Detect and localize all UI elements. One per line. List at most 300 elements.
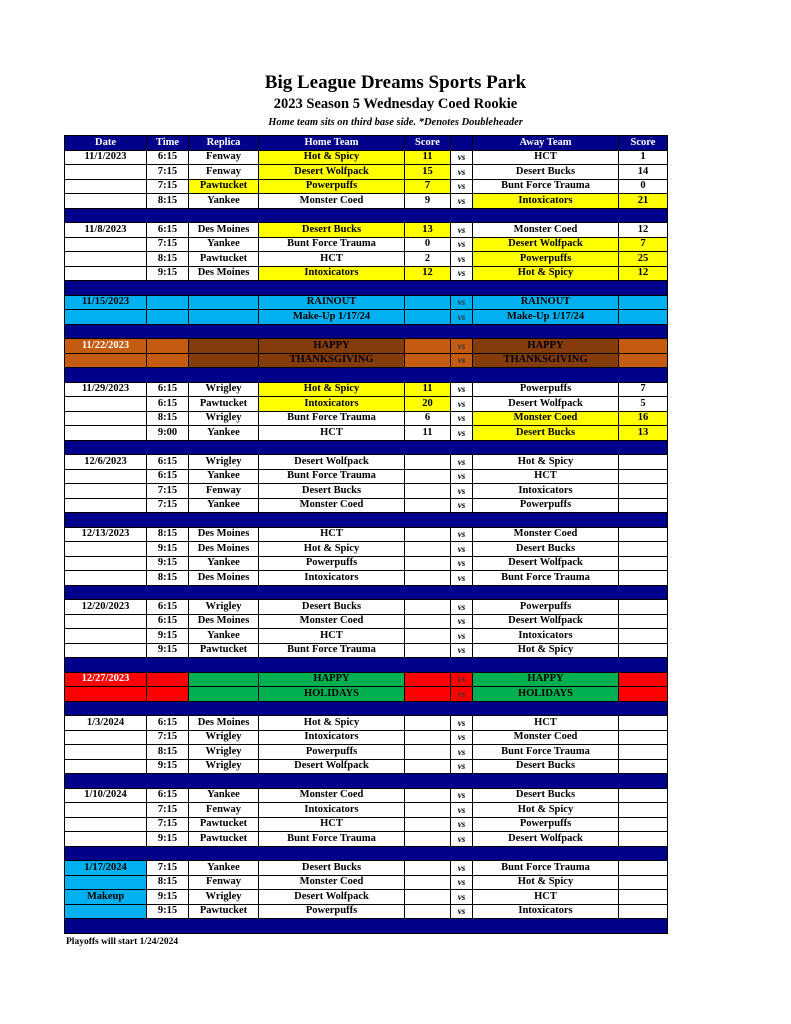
game-time: 8:15	[147, 194, 189, 209]
vs-label: vs	[451, 426, 473, 441]
game-replica: Des Moines	[189, 223, 259, 238]
game-time: 9:15	[147, 643, 189, 658]
special-home-score	[405, 310, 451, 325]
home-score	[405, 716, 451, 731]
special-home-score	[405, 672, 451, 687]
home-score	[405, 890, 451, 905]
away-score: 5	[619, 397, 668, 412]
game-replica: Yankee	[189, 556, 259, 571]
special-date: 11/15/2023	[65, 295, 147, 310]
home-team: Intoxicators	[259, 397, 405, 412]
game-time: 6:15	[147, 469, 189, 484]
game-replica: Yankee	[189, 237, 259, 252]
game-row	[65, 556, 668, 571]
home-team: Bunt Force Trauma	[259, 643, 405, 658]
game-replica: Yankee	[189, 788, 259, 803]
home-score	[405, 730, 451, 745]
away-score: 16	[619, 411, 668, 426]
home-score	[405, 455, 451, 470]
page-subtitle: 2023 Season 5 Wednesday Coed Rookie	[273, 96, 518, 112]
home-team: Hot & Spicy	[259, 382, 405, 397]
vs-label: vs	[451, 310, 473, 325]
away-score	[619, 614, 668, 629]
home-score	[405, 556, 451, 571]
week-separator	[65, 208, 668, 223]
game-row	[65, 788, 668, 803]
page-title: Big League Dreams Sports Park	[264, 72, 527, 93]
game-replica: Yankee	[189, 426, 259, 441]
week-separator	[65, 440, 668, 455]
home-score: 11	[405, 150, 451, 165]
game-replica: Wrigley	[189, 730, 259, 745]
vs-label: vs	[451, 179, 473, 194]
away-team: Desert Wolfpack	[473, 397, 619, 412]
game-time: 6:15	[147, 150, 189, 165]
vs-label: vs	[451, 875, 473, 890]
home-team: Bunt Force Trauma	[259, 832, 405, 847]
game-replica: Des Moines	[189, 527, 259, 542]
game-date: 12/20/2023	[65, 600, 147, 615]
separator-bar	[65, 774, 668, 789]
game-row	[65, 614, 668, 629]
game-time: 6:15	[147, 716, 189, 731]
special-time	[147, 295, 189, 310]
game-date	[65, 556, 147, 571]
away-team: Monster Coed	[473, 411, 619, 426]
away-team: Hot & Spicy	[473, 455, 619, 470]
game-replica: Pawtucket	[189, 817, 259, 832]
away-score	[619, 832, 668, 847]
special-away-score	[619, 339, 668, 354]
special-row	[65, 339, 668, 354]
away-score	[619, 643, 668, 658]
home-score	[405, 817, 451, 832]
home-team: Monster Coed	[259, 498, 405, 513]
vs-label: vs	[451, 629, 473, 644]
game-row	[65, 527, 668, 542]
home-team: Monster Coed	[259, 194, 405, 209]
away-team: Bunt Force Trauma	[473, 571, 619, 586]
special-time	[147, 687, 189, 702]
home-score	[405, 759, 451, 774]
away-team: Hot & Spicy	[473, 803, 619, 818]
away-team: Desert Bucks	[473, 165, 619, 180]
game-time: 6:15	[147, 600, 189, 615]
away-team: Desert Wolfpack	[473, 832, 619, 847]
game-date	[65, 484, 147, 499]
game-date: 11/29/2023	[65, 382, 147, 397]
game-time: 8:15	[147, 571, 189, 586]
home-score	[405, 498, 451, 513]
special-home-score	[405, 687, 451, 702]
home-score	[405, 875, 451, 890]
vs-label: vs	[451, 556, 473, 571]
game-replica: Des Moines	[189, 571, 259, 586]
game-replica: Des Moines	[189, 542, 259, 557]
game-replica: Yankee	[189, 629, 259, 644]
game-row	[65, 890, 668, 905]
away-team: Powerpuffs	[473, 382, 619, 397]
away-team: HCT	[473, 469, 619, 484]
game-replica: Fenway	[189, 165, 259, 180]
game-row	[65, 542, 668, 557]
week-separator	[65, 846, 668, 861]
away-team: Monster Coed	[473, 527, 619, 542]
home-team: Hot & Spicy	[259, 716, 405, 731]
away-team: Intoxicators	[473, 484, 619, 499]
home-score: 20	[405, 397, 451, 412]
game-replica: Wrigley	[189, 455, 259, 470]
vs-label: vs	[451, 194, 473, 209]
game-replica: Yankee	[189, 194, 259, 209]
home-team: Intoxicators	[259, 266, 405, 281]
separator-bar	[65, 440, 668, 455]
home-score	[405, 643, 451, 658]
away-team: HCT	[473, 150, 619, 165]
game-row	[65, 179, 668, 194]
home-score: 2	[405, 252, 451, 267]
game-row	[65, 643, 668, 658]
home-team: HCT	[259, 426, 405, 441]
game-time: 7:15	[147, 237, 189, 252]
week-separator	[65, 281, 668, 296]
away-team: Monster Coed	[473, 730, 619, 745]
game-time: 9:15	[147, 556, 189, 571]
vs-label: vs	[451, 165, 473, 180]
special-replica	[189, 339, 259, 354]
game-date	[65, 426, 147, 441]
home-team: Desert Wolfpack	[259, 165, 405, 180]
special-time	[147, 672, 189, 687]
game-date	[65, 745, 147, 760]
week-separator	[65, 585, 668, 600]
home-team: Desert Bucks	[259, 484, 405, 499]
vs-label: vs	[451, 745, 473, 760]
game-replica: Yankee	[189, 861, 259, 876]
game-row	[65, 861, 668, 876]
special-away-text: Make-Up 1/17/24	[473, 310, 619, 325]
game-row	[65, 875, 668, 890]
home-team: Desert Bucks	[259, 861, 405, 876]
away-score	[619, 542, 668, 557]
week-separator	[65, 919, 668, 934]
home-score	[405, 745, 451, 760]
vs-label: vs	[451, 687, 473, 702]
special-home-text: HOLIDAYS	[259, 687, 405, 702]
away-team: Desert Bucks	[473, 788, 619, 803]
home-score	[405, 803, 451, 818]
special-home-text: Make-Up 1/17/24	[259, 310, 405, 325]
special-replica	[189, 353, 259, 368]
away-team: Desert Bucks	[473, 542, 619, 557]
home-team: HCT	[259, 252, 405, 267]
game-replica: Fenway	[189, 875, 259, 890]
vs-label: vs	[451, 759, 473, 774]
home-score: 11	[405, 382, 451, 397]
away-score	[619, 629, 668, 644]
vs-label: vs	[451, 614, 473, 629]
home-team: Desert Wolfpack	[259, 455, 405, 470]
game-date	[65, 904, 147, 919]
game-row	[65, 904, 668, 919]
game-date: Makeup	[65, 890, 147, 905]
home-team: HCT	[259, 817, 405, 832]
game-row	[65, 397, 668, 412]
game-date: 1/3/2024	[65, 716, 147, 731]
game-date	[65, 469, 147, 484]
special-row	[65, 353, 668, 368]
away-score	[619, 745, 668, 760]
game-date	[65, 542, 147, 557]
vs-label: vs	[451, 817, 473, 832]
game-row	[65, 252, 668, 267]
home-team: Powerpuffs	[259, 745, 405, 760]
home-score	[405, 600, 451, 615]
game-date: 11/8/2023	[65, 223, 147, 238]
away-score	[619, 904, 668, 919]
home-score	[405, 484, 451, 499]
header-vs	[451, 136, 473, 151]
game-time: 6:15	[147, 455, 189, 470]
special-replica	[189, 687, 259, 702]
vs-label: vs	[451, 643, 473, 658]
home-score: 0	[405, 237, 451, 252]
away-score: 7	[619, 382, 668, 397]
game-replica: Fenway	[189, 150, 259, 165]
page-note: Home team sits on third base side. *Denotes Doubleheader	[268, 117, 523, 128]
game-time: 6:15	[147, 788, 189, 803]
game-row	[65, 455, 668, 470]
footer-note: Playoffs will start 1/24/2024	[66, 937, 179, 947]
special-away-text: HAPPY	[473, 339, 619, 354]
home-score	[405, 571, 451, 586]
game-row	[65, 817, 668, 832]
game-row	[65, 484, 668, 499]
special-away-score	[619, 672, 668, 687]
special-time	[147, 339, 189, 354]
game-time: 9:15	[147, 266, 189, 281]
away-team: Desert Bucks	[473, 426, 619, 441]
home-team: Bunt Force Trauma	[259, 411, 405, 426]
game-replica: Wrigley	[189, 759, 259, 774]
home-team: Desert Wolfpack	[259, 759, 405, 774]
special-home-text: HAPPY	[259, 339, 405, 354]
special-home-score	[405, 295, 451, 310]
away-score	[619, 730, 668, 745]
separator-bar	[65, 585, 668, 600]
special-row	[65, 310, 668, 325]
header-away-score: Score	[619, 136, 668, 151]
game-date	[65, 730, 147, 745]
header-date: Date	[65, 136, 147, 151]
separator-bar	[65, 208, 668, 223]
game-replica: Pawtucket	[189, 179, 259, 194]
special-row	[65, 687, 668, 702]
game-time: 6:15	[147, 614, 189, 629]
game-date	[65, 179, 147, 194]
away-score	[619, 861, 668, 876]
game-row	[65, 832, 668, 847]
home-score	[405, 861, 451, 876]
vs-label: vs	[451, 527, 473, 542]
special-home-text: RAINOUT	[259, 295, 405, 310]
away-score	[619, 455, 668, 470]
away-team: Powerpuffs	[473, 600, 619, 615]
vs-label: vs	[451, 904, 473, 919]
game-replica: Yankee	[189, 469, 259, 484]
home-score	[405, 788, 451, 803]
game-date	[65, 397, 147, 412]
away-team: Desert Wolfpack	[473, 556, 619, 571]
game-time: 8:15	[147, 745, 189, 760]
home-team: Hot & Spicy	[259, 542, 405, 557]
game-time: 6:15	[147, 397, 189, 412]
game-date	[65, 875, 147, 890]
game-replica: Wrigley	[189, 745, 259, 760]
game-time: 6:15	[147, 223, 189, 238]
home-score: 12	[405, 266, 451, 281]
away-team: HCT	[473, 890, 619, 905]
away-team: Bunt Force Trauma	[473, 745, 619, 760]
vs-label: vs	[451, 571, 473, 586]
vs-label: vs	[451, 803, 473, 818]
game-time: 7:15	[147, 179, 189, 194]
away-team: Desert Wolfpack	[473, 237, 619, 252]
away-score: 14	[619, 165, 668, 180]
away-score	[619, 556, 668, 571]
vs-label: vs	[451, 498, 473, 513]
game-date	[65, 237, 147, 252]
away-team: Intoxicators	[473, 904, 619, 919]
home-score: 11	[405, 426, 451, 441]
game-date	[65, 165, 147, 180]
game-replica: Wrigley	[189, 382, 259, 397]
vs-label: vs	[451, 237, 473, 252]
game-time: 7:15	[147, 730, 189, 745]
game-row	[65, 426, 668, 441]
game-replica: Pawtucket	[189, 397, 259, 412]
header-home-score: Score	[405, 136, 451, 151]
away-score: 21	[619, 194, 668, 209]
home-score	[405, 469, 451, 484]
separator-bar	[65, 513, 668, 528]
schedule-table	[64, 135, 668, 934]
home-score: 15	[405, 165, 451, 180]
week-separator	[65, 774, 668, 789]
game-row	[65, 745, 668, 760]
vs-label: vs	[451, 716, 473, 731]
away-score	[619, 759, 668, 774]
special-away-text: RAINOUT	[473, 295, 619, 310]
away-team: Desert Bucks	[473, 759, 619, 774]
game-row	[65, 730, 668, 745]
game-replica: Fenway	[189, 803, 259, 818]
away-score: 12	[619, 223, 668, 238]
away-score: 1	[619, 150, 668, 165]
away-team: HCT	[473, 716, 619, 731]
special-away-score	[619, 353, 668, 368]
vs-label: vs	[451, 672, 473, 687]
special-home-text: HAPPY	[259, 672, 405, 687]
game-time: 7:15	[147, 861, 189, 876]
game-date	[65, 614, 147, 629]
header-replica: Replica	[189, 136, 259, 151]
vs-label: vs	[451, 150, 473, 165]
away-team: Hot & Spicy	[473, 643, 619, 658]
home-score: 6	[405, 411, 451, 426]
special-replica	[189, 295, 259, 310]
away-score	[619, 817, 668, 832]
home-team: Intoxicators	[259, 730, 405, 745]
game-date	[65, 832, 147, 847]
game-date	[65, 498, 147, 513]
game-replica: Pawtucket	[189, 904, 259, 919]
home-score	[405, 629, 451, 644]
game-date	[65, 571, 147, 586]
away-team: Intoxicators	[473, 629, 619, 644]
special-date: 11/22/2023	[65, 339, 147, 354]
game-replica: Fenway	[189, 484, 259, 499]
home-score	[405, 832, 451, 847]
separator-bar	[65, 701, 668, 716]
special-away-score	[619, 295, 668, 310]
game-date: 11/1/2023	[65, 150, 147, 165]
game-time: 9:15	[147, 890, 189, 905]
game-row	[65, 600, 668, 615]
special-time	[147, 310, 189, 325]
special-replica	[189, 310, 259, 325]
game-row	[65, 629, 668, 644]
home-team: Powerpuffs	[259, 179, 405, 194]
game-row	[65, 469, 668, 484]
special-away-text: HOLIDAYS	[473, 687, 619, 702]
game-replica: Des Moines	[189, 614, 259, 629]
header-row	[65, 136, 668, 151]
game-row	[65, 716, 668, 731]
game-date	[65, 266, 147, 281]
game-row	[65, 571, 668, 586]
home-team: Powerpuffs	[259, 556, 405, 571]
game-time: 7:15	[147, 484, 189, 499]
home-score	[405, 904, 451, 919]
away-team: Hot & Spicy	[473, 266, 619, 281]
away-score	[619, 600, 668, 615]
game-replica: Wrigley	[189, 411, 259, 426]
away-score	[619, 484, 668, 499]
game-date	[65, 629, 147, 644]
game-time: 9:15	[147, 904, 189, 919]
separator-bar	[65, 919, 668, 934]
game-date	[65, 759, 147, 774]
special-row	[65, 295, 668, 310]
away-score: 0	[619, 179, 668, 194]
separator-bar	[65, 281, 668, 296]
vs-label: vs	[451, 890, 473, 905]
game-replica: Yankee	[189, 498, 259, 513]
game-replica: Pawtucket	[189, 643, 259, 658]
away-team: Powerpuffs	[473, 817, 619, 832]
away-score	[619, 890, 668, 905]
vs-label: vs	[451, 397, 473, 412]
home-team: Hot & Spicy	[259, 150, 405, 165]
game-row	[65, 150, 668, 165]
vs-label: vs	[451, 295, 473, 310]
separator-bar	[65, 324, 668, 339]
vs-label: vs	[451, 832, 473, 847]
home-team: Monster Coed	[259, 875, 405, 890]
away-score: 7	[619, 237, 668, 252]
away-score	[619, 716, 668, 731]
